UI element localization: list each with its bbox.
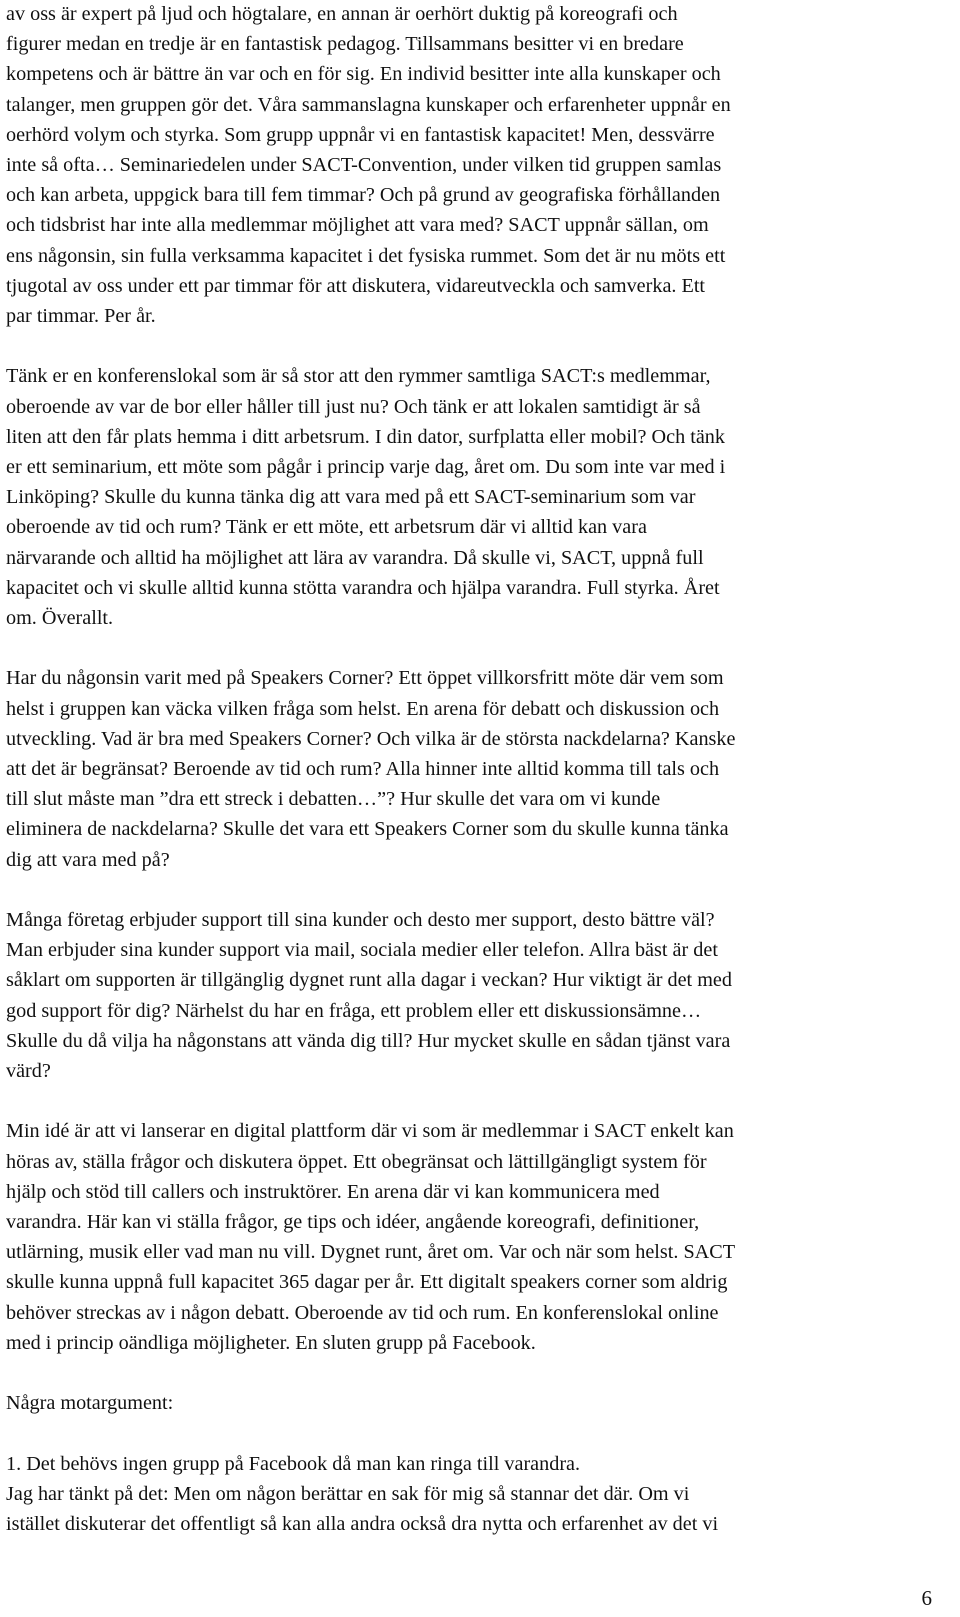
text-line: oberoende av var de bor eller håller till just nu? Och tänk er att lokalen samtidigt är så <box>6 395 701 418</box>
text-line: Skulle du då vilja ha någonstans att vända dig till? Hur mycket skulle en sådan tjänst vara <box>6 1029 731 1052</box>
text-line: höras av, ställa frågor och diskutera öppet. Ett obegränsat och lättillgängligt system för <box>6 1150 707 1173</box>
text-line: god support för dig? Närhelst du har en fråga, ett problem eller ett diskussionsämne… <box>6 999 702 1022</box>
text-line: kapacitet och vi skulle alltid kunna stötta varandra och hjälpa varandra. Full styrka. Året <box>6 576 720 599</box>
text-line: Linköping? Skulle du kunna tänka dig att vara med på ett SACT-seminarium som var <box>6 486 696 509</box>
text-line: par timmar. Per år. <box>6 305 156 328</box>
paragraph-spacer <box>6 875 934 905</box>
text-line: tjugotal av oss under ett par timmar för att diskutera, vidareutveckla och samverka. Ett <box>6 274 706 297</box>
text-line: till slut måste man ”dra ett streck i debatten…”? Hur skulle det vara om vi kunde <box>6 788 661 811</box>
text-line: eliminera de nackdelarna? Skulle det vara ett Speakers Corner som du skulle kunna tänka <box>6 818 729 841</box>
paragraph-spacer <box>6 633 934 663</box>
text-line: varandra. Här kan vi ställa frågor, ge tips och idéer, angående koreografi, definitioner, <box>6 1211 700 1234</box>
text-line: ens någonsin, sin fulla verksamma kapacitet i det fysiska rummet. Som det är nu möts ett <box>6 244 726 267</box>
paragraph-3 <box>6 663 934 874</box>
text-line: närvarande och alltid ha möjlighet att lära av varandra. Då skulle vi, SACT, uppnå full <box>6 546 704 569</box>
text-line: Min idé är att vi lanserar en digital plattform där vi som är medlemmar i SACT enkelt kan <box>6 1120 734 1143</box>
page-number: 6 <box>921 1586 932 1610</box>
text-line: värd? <box>6 1060 51 1083</box>
text-line: liten att den får plats hemma i ditt arbetsrum. I din dator, surfplatta eller mobil? Och tänk <box>6 425 725 448</box>
text-line: kompetens och är bättre än var och en för sig. En individ besitter inte alla kunskaper och <box>6 63 721 86</box>
paragraph-2 <box>6 361 934 633</box>
text-line: med i princip oändliga möjligheter. En sluten grupp på Facebook. <box>6 1331 536 1354</box>
text-line: Har du någonsin varit med på Speakers Corner? Ett öppet villkorsfritt möte där vem som <box>6 667 724 690</box>
text-line: er ett seminarium, ett möte som pågår i princip varje dag, året om. Du som inte var med i <box>6 456 726 479</box>
document-body <box>6 0 934 1539</box>
text-line: istället diskuterar det offentligt så kan alla andra också dra nytta och erfarenhet av det vi <box>6 1513 719 1536</box>
paragraph-5 <box>6 1116 934 1358</box>
text-line: utveckling. Vad är bra med Speakers Corner? Och vilka är de största nackdelarna? Kanske <box>6 727 736 750</box>
paragraph-7 <box>6 1449 934 1540</box>
paragraph-6 <box>6 1388 934 1418</box>
text-line: oberoende av tid och rum? Tänk er ett möte, ett arbetsrum där vi alltid kan vara <box>6 516 647 539</box>
text-line: utlärning, musik eller vad man nu vill. Dygnet runt, året om. Var och när som helst. SACT <box>6 1241 736 1264</box>
text-line: figurer medan en tredje är en fantastisk pedagog. Tillsammans besitter vi en bredare <box>6 33 684 56</box>
text-line: talanger, men gruppen gör det. Våra sammanslagna kunskaper och erfarenheter uppnår en <box>6 93 731 116</box>
text-line: Man erbjuder sina kunder support via mail, sociala medier eller telefon. Allra bäst är det <box>6 939 718 962</box>
text-line: Tänk er en konferenslokal som är så stor att den rymmer samtliga SACT:s medlemmar, <box>6 365 711 388</box>
text-line: helst i gruppen kan väcka vilken fråga som helst. En arena för debatt och diskussion och <box>6 697 720 720</box>
text-line: och kan arbeta, uppgick bara till fem timmar? Och på grund av geografiska förhållanden <box>6 184 721 207</box>
text-line: Många företag erbjuder support till sina kunder och desto mer support, desto bättre väl? <box>6 909 715 932</box>
text-line: Jag har tänkt på det: Men om någon berättar en sak för mig så stannar det där. Om vi <box>6 1482 690 1505</box>
paragraph-spacer <box>6 331 934 361</box>
text-line: dig att vara med på? <box>6 848 170 871</box>
text-line: om. Överallt. <box>6 607 114 630</box>
text-line: oerhörd volym och styrka. Som grupp uppnår vi en fantastisk kapacitet! Men, dessvärre <box>6 123 715 146</box>
text-line: inte så ofta… Seminariedelen under SACT-Convention, under vilken tid gruppen samlas <box>6 154 722 177</box>
text-line: behöver streckas av i någon debatt. Oberoende av tid och rum. En konferenslokal online <box>6 1301 719 1324</box>
text-line: Några motargument: <box>6 1392 174 1415</box>
text-line: såklart om supporten är tillgänglig dygnet runt alla dagar i veckan? Hur viktigt är det med <box>6 969 732 992</box>
text-line: 1. Det behövs ingen grupp på Facebook då man kan ringa till varandra. <box>6 1452 581 1475</box>
paragraph-spacer <box>6 1358 934 1388</box>
paragraph-4 <box>6 905 934 1086</box>
paragraph-spacer <box>6 1418 934 1448</box>
paragraph-spacer <box>6 1086 934 1116</box>
text-line: att det är begränsat? Beroende av tid och rum? Alla hinner inte alltid komma till tals och <box>6 758 720 781</box>
text-line: skulle kunna uppnå full kapacitet 365 dagar per år. Ett digitalt speakers corner som aldrig <box>6 1271 728 1294</box>
paragraph-1 <box>6 0 934 331</box>
text-line: av oss är expert på ljud och högtalare, en annan är oerhört duktig på koreografi och <box>6 3 678 25</box>
text-line: hjälp och stöd till callers och instruktörer. En arena där vi kan kommunicera med <box>6 1180 660 1203</box>
text-line: och tidsbrist har inte alla medlemmar möjlighet att vara med? SACT uppnår sällan, om <box>6 214 709 237</box>
